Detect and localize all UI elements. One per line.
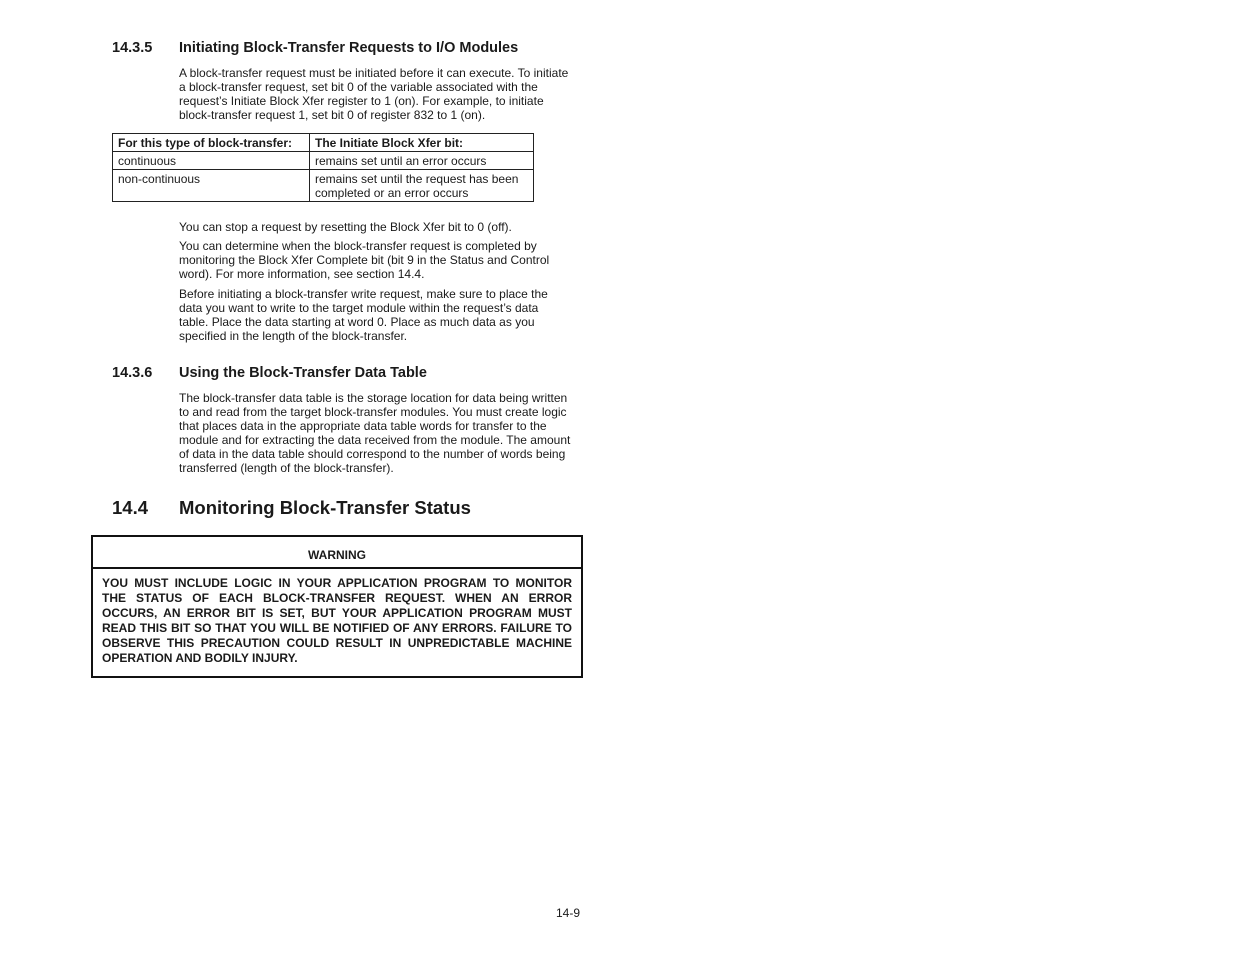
intro-paragraph: A block-transfer request must be initiated before it can execute. To initiate a block-transfer request, set bit 0 of the variable associated with the request’s Initiate Block Xfer register to 1 (on). For example, to initiate block-transfer request 1, set bit 0 of register 832 to 1 (on). xyxy=(179,66,569,122)
warning-heading: WARNING xyxy=(93,537,581,569)
section-number: 14.4 xyxy=(112,497,149,518)
stop-paragraph: You can stop a request by resetting the Block Xfer bit to 0 (off). xyxy=(179,220,512,234)
table-cell: continuous xyxy=(113,152,310,170)
determine-paragraph: You can determine when the block-transfer request is completed by monitoring the Block Xfer Complete bit (bit 9 in the Status and Control word). For more information, see section 14.4. xyxy=(179,239,550,281)
before-paragraph: Before initiating a block-transfer write request, make sure to place the data you want to write to the target module within the request’s data table. Place the data starting at word 0. Place as much data as you specified in the length of the block-transfer. xyxy=(179,287,548,343)
initiate-bit-table xyxy=(112,133,534,202)
warning-text: YOU MUST INCLUDE LOGIC IN YOUR APPLICATION PROGRAM TO MONITOR THE STATUS OF EACH BLOCK-TRANSFER REQUEST. WHEN AN ERROR OCCURS, AN ERROR BIT IS SET, BUT YOUR APPLICATION PROGRAM MUST READ THIS BIT SO THAT YOU WILL BE NOTIFIED OF ANY ERRORS. FAILURE TO OBSERVE THIS PRECAUTION COULD RESULT IN UNPREDICTABLE MACHINE OPERATION AND BODILY INJURY. xyxy=(102,576,572,665)
data-table-paragraph: The block-transfer data table is the storage location for data being written to and read from the target block-transfer modules. You must create logic that places data in the appropriate data table words for transfer to the module and for extracting the data received from the module. The amount of data in the data table should correspond to the number of words being transferred (length of the block-transfer). xyxy=(179,391,571,475)
page-number: 14-9 xyxy=(556,906,581,920)
section-heading-14-3-6 xyxy=(112,365,552,383)
section-heading-14-3-5 xyxy=(112,40,552,58)
warning-box xyxy=(91,535,583,678)
section-title: Using the Block-Transfer Data Table xyxy=(179,365,427,381)
section-title: Initiating Block-Transfer Requests to I/O Modules xyxy=(179,40,519,56)
table-header-cell: The Initiate Block Xfer bit: xyxy=(310,134,534,152)
table-cell: remains set until the request has been completed or an error occurs xyxy=(310,170,534,202)
section-number: 14.3.5 xyxy=(112,40,153,56)
section-title: Monitoring Block-Transfer Status xyxy=(179,497,471,518)
table-cell: remains set until an error occurs xyxy=(310,152,534,170)
section-number: 14.3.6 xyxy=(112,365,153,381)
section-heading-14-4 xyxy=(112,497,552,521)
table-row xyxy=(113,152,534,170)
table-cell: non-continuous xyxy=(113,170,310,202)
table-header-row xyxy=(113,134,534,152)
table-header-cell: For this type of block-transfer: xyxy=(113,134,310,152)
table-row xyxy=(113,170,534,202)
